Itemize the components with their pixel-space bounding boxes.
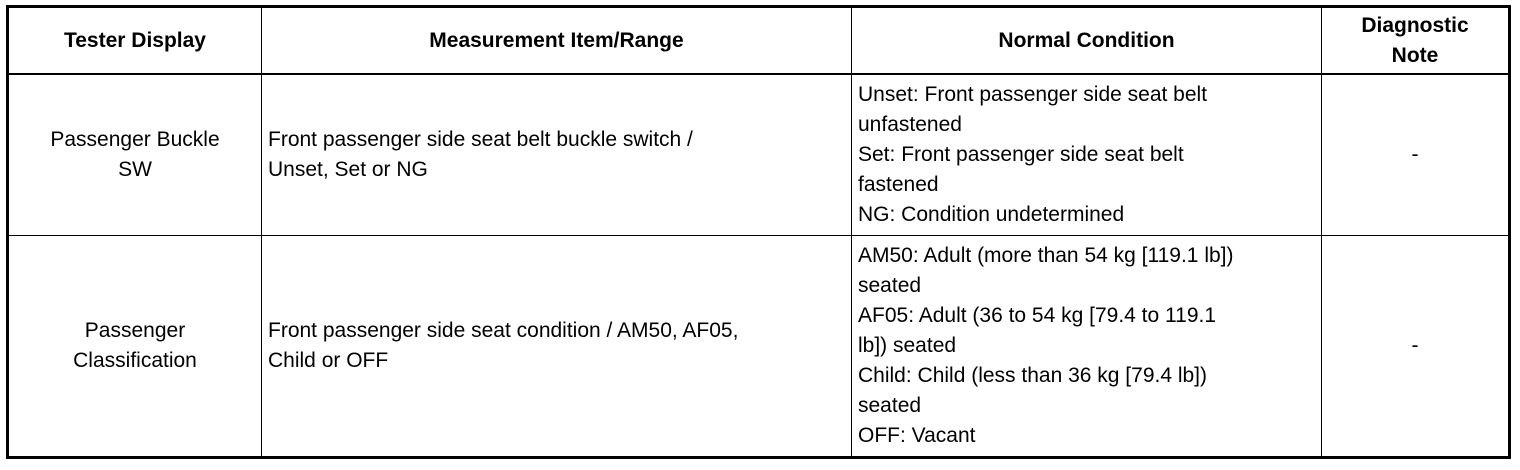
tester-display-line: Passenger <box>84 319 186 342</box>
tester-display-cell <box>8 236 262 458</box>
table-row <box>8 236 1510 458</box>
normal-condition-cell <box>852 74 1322 236</box>
header-tester-display: Tester Display <box>8 7 262 75</box>
header-normal-condition: Normal Condition <box>852 7 1322 75</box>
normal-condition-line: fastened <box>858 173 939 196</box>
header-diagnostic-note-line2: Note <box>1391 43 1439 67</box>
normal-condition-line: seated <box>858 274 922 297</box>
tester-display-cell <box>8 74 262 236</box>
measurement-line: Child or OFF <box>268 349 389 372</box>
header-row <box>8 7 1510 75</box>
normal-condition-line: Unset: Front passenger side seat belt <box>858 83 1208 106</box>
data-list-table <box>6 5 1511 459</box>
normal-condition-line: OFF: Vacant <box>858 424 976 447</box>
tester-display-line: SW <box>118 158 152 181</box>
header-diagnostic-note <box>1322 7 1510 75</box>
diagnostic-note-cell: - <box>1322 236 1510 458</box>
normal-condition-line: Child: Child (less than 36 kg [79.4 lb]) <box>858 364 1208 387</box>
header-diagnostic-note-line1: Diagnostic <box>1361 13 1469 37</box>
table-row <box>8 74 1510 236</box>
header-measurement-item: Measurement Item/Range <box>262 7 852 75</box>
normal-condition-line: NG: Condition undetermined <box>858 203 1125 226</box>
measurement-line: Front passenger side seat belt buckle switch / <box>268 128 693 151</box>
tester-display-line: Classification <box>73 349 197 372</box>
normal-condition-line: AM50: Adult (more than 54 kg [119.1 lb]) <box>858 244 1234 267</box>
measurement-line: Unset, Set or NG <box>268 158 428 181</box>
measurement-cell <box>262 74 852 236</box>
diagnostic-note-cell: - <box>1322 74 1510 236</box>
normal-condition-line: lb]) seated <box>858 334 957 357</box>
normal-condition-line: unfastened <box>858 113 962 136</box>
normal-condition-line: AF05: Adult (36 to 54 kg [79.4 to 119.1 <box>858 304 1217 327</box>
normal-condition-line: Set: Front passenger side seat belt <box>858 143 1184 166</box>
measurement-line: Front passenger side seat condition / AM50, AF05, <box>268 319 739 342</box>
normal-condition-cell <box>852 236 1322 458</box>
measurement-cell <box>262 236 852 458</box>
normal-condition-line: seated <box>858 394 922 417</box>
tester-display-line: Passenger Buckle <box>50 128 220 151</box>
